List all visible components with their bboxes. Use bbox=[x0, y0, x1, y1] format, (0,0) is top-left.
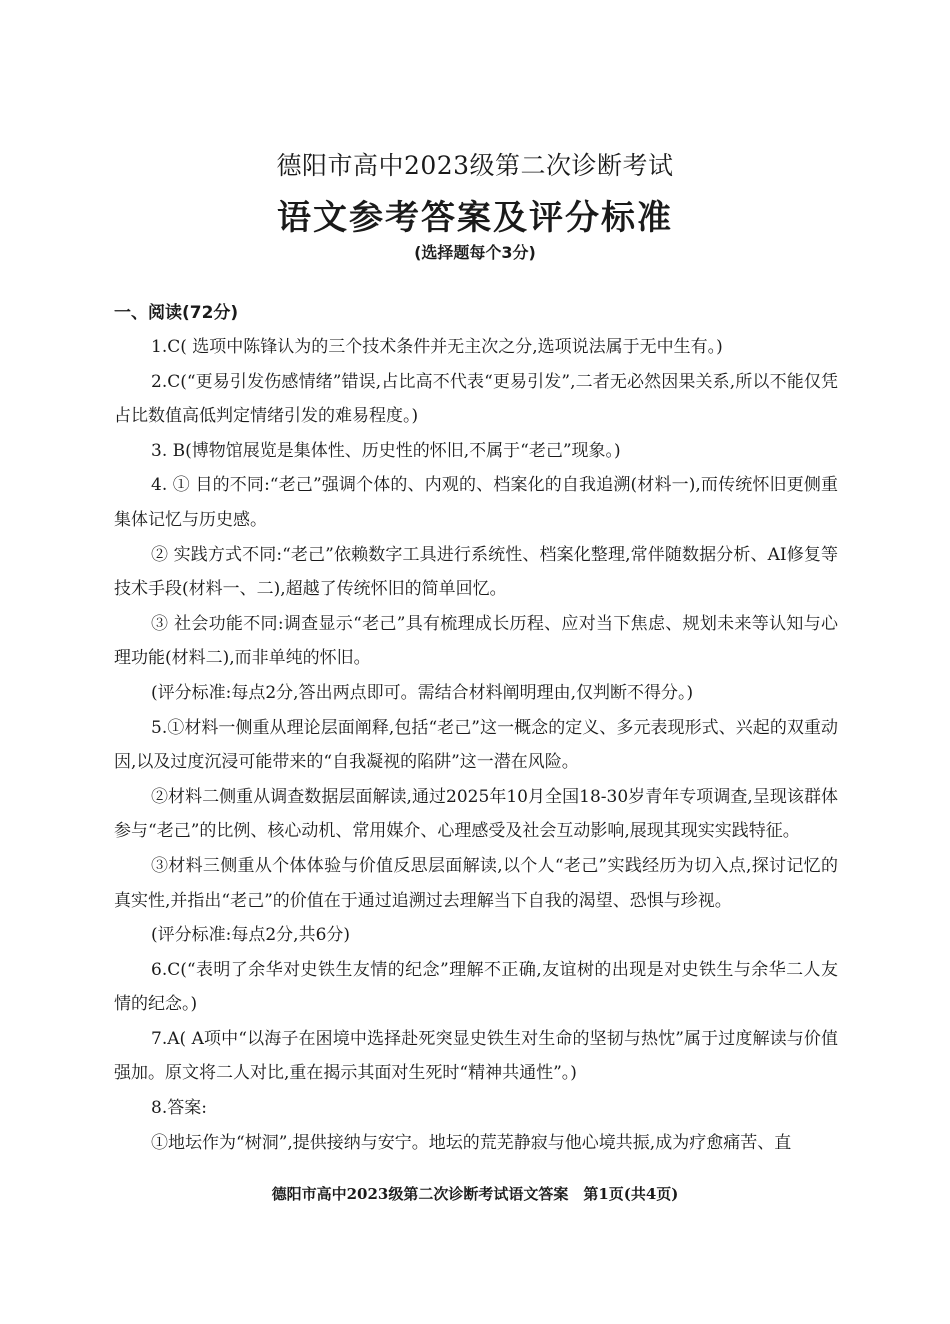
answer-paragraph: ①地坛作为“树洞”,提供接纳与安宁。地坛的荒芜静寂与他心境共振,成为疗愈痛苦、直 bbox=[151, 1132, 792, 1153]
answer-paragraph: ② 实践方式不同:“老己”依赖数字工具进行系统性、档案化整理,常伴随数据分析、AI修复等技术手段(材料一、二),超越了传统怀旧的简单回忆。 bbox=[114, 544, 838, 600]
answer-paragraph: 4. ① 目的不同:“老己”强调个体的、内观的、档案化的自我追溯(材料一),而传统怀旧更侧重集体记忆与历史感。 bbox=[114, 475, 838, 530]
scoring-note: (选择题每个3分) bbox=[414, 243, 536, 262]
answer-paragraph: 7.A( A项中“以海子在困境中选择赴死突显史铁生对生命的坚韧与热忱”属于过度解读与价值强加。原文将二人对比,重在揭示其面对生死时“精神共通性”。) bbox=[114, 1028, 838, 1084]
answer-paragraph: ②材料二侧重从调查数据层面解读,通过2025年10月全国18-30岁青年专项调查,呈现该群体参与“老己”的比例、核心动机、常用媒介、心理感受及社会互动影响,展现其现实实践特征。 bbox=[114, 786, 838, 842]
answer-paragraph: 8.答案: bbox=[151, 1098, 207, 1119]
page-footer: 德阳市高中2023级第二次诊断考试语文答案 第1页(共4页) bbox=[271, 1185, 679, 1203]
answer-paragraph: 5.①材料一侧重从理论层面阐释,包括“老己”这一概念的定义、多元表现形式、兴起的双重动因,以及过度沉浸可能带来的“自我凝视的陷阱”这一潜在风险。 bbox=[114, 717, 838, 773]
answer-paragraph: 6.C(“表明了余华对史铁生友情的纪念”理解不正确,友谊树的出现是对史铁生与余华二人友情的纪念。) bbox=[114, 959, 838, 1015]
scoring-criteria: (评分标准:每点2分,共6分) bbox=[151, 925, 351, 946]
section-heading: 一、阅读(72分) bbox=[114, 303, 239, 323]
answer-paragraph: 2.C(“更易引发伤感情绪”错误,占比高不代表“更易引发”,二者无必然因果关系,所以不能仅凭占比数值高低判定情绪引发的难易程度。) bbox=[114, 371, 838, 427]
scoring-criteria: (评分标准:每点2分,答出两点即可。需结合材料阐明理由,仅判断不得分。) bbox=[151, 682, 694, 703]
answer-paragraph: ③材料三侧重从个体体验与价值反思层面解读,以个人“老己”实践经历为切入点,探讨记忆的真实性,并指出“老己”的价值在于通过追溯过去理解当下自我的渴望、恐惧与珍视。 bbox=[114, 855, 838, 911]
document-title: 语文参考答案及评分标准 bbox=[277, 198, 673, 238]
answer-paragraph: 1.C( 选项中陈锋认为的三个技术条件并无主次之分,选项说法属于无中生有。) bbox=[151, 337, 723, 357]
answer-content bbox=[114, 330, 838, 1160]
exam-title: 德阳市高中2023级第二次诊断考试 bbox=[276, 151, 674, 180]
answer-paragraph: ③ 社会功能不同:调查显示“老己”具有梳理成长历程、应对当下焦虑、规划未来等认知与心理功能(材料二),而非单纯的怀旧。 bbox=[114, 613, 838, 669]
answer-paragraph: 3. B(博物馆展览是集体性、历史性的怀旧,不属于“老己”现象。) bbox=[151, 440, 621, 461]
